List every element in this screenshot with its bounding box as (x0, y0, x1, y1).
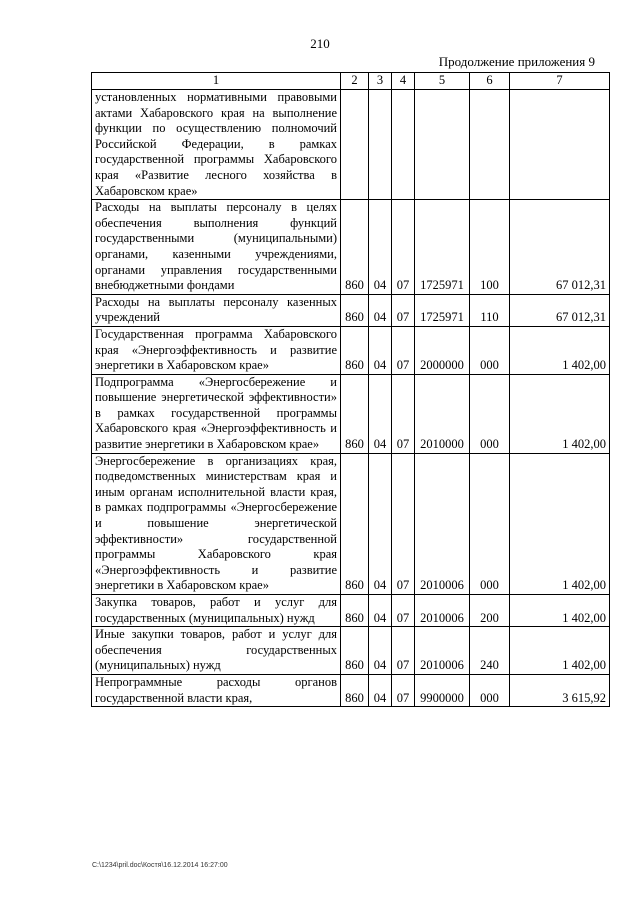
ministry-code: 860 (341, 453, 369, 594)
amount: 1 402,00 (510, 374, 610, 453)
table-row (92, 374, 610, 453)
target-article-code: 2010006 (415, 595, 470, 627)
column-header: 5 (415, 73, 470, 90)
expense-type-code: 000 (470, 374, 510, 453)
target-article-code (415, 90, 470, 200)
table-row (92, 326, 610, 374)
section-code: 04 (369, 674, 392, 706)
section-code: 04 (369, 326, 392, 374)
amount: 1 402,00 (510, 627, 610, 675)
table-row (92, 90, 610, 200)
table-row (92, 627, 610, 675)
subsection-code: 07 (392, 200, 415, 295)
expense-type-code: 000 (470, 326, 510, 374)
expense-type-code: 000 (470, 453, 510, 594)
row-description: Иные закупки товаров, работ и услуг для обеспечения государственных (муниципальных) нужд (92, 627, 341, 675)
budget-table (91, 72, 610, 707)
row-description: Непрограммные расходы органов государственной власти края, (92, 674, 341, 706)
expense-type-code: 110 (470, 294, 510, 326)
column-header: 3 (369, 73, 392, 90)
amount: 67 012,31 (510, 200, 610, 295)
ministry-code: 860 (341, 595, 369, 627)
expense-type-code: 200 (470, 595, 510, 627)
row-description: Расходы на выплаты персоналу в целях обеспечения выполнения функций государственными (муниципальными) органами, казенными учреждениями, органами управления государственными внебюджетными фондами (92, 200, 341, 295)
column-header: 2 (341, 73, 369, 90)
subsection-code: 07 (392, 674, 415, 706)
row-description: Закупка товаров, работ и услуг для государственных (муниципальных) нужд (92, 595, 341, 627)
ministry-code: 860 (341, 627, 369, 675)
target-article-code: 2000000 (415, 326, 470, 374)
column-header: 4 (392, 73, 415, 90)
subsection-code: 07 (392, 326, 415, 374)
file-path-footer: C:\1234\pril.doc\Костя\16.12.2014 16:27:00 (92, 862, 228, 869)
row-description: Подпрограмма «Энергосбережение и повышение энергетической эффективности» в рамках государственной программы Хабаровского края «Энергоэффективность и развитие энергетики в Хабаровском крае» (92, 374, 341, 453)
amount: 3 615,92 (510, 674, 610, 706)
subsection-code: 07 (392, 595, 415, 627)
table-row (92, 200, 610, 295)
column-header: 7 (510, 73, 610, 90)
row-description: Государственная программа Хабаровского края «Энергоэффективность и развитие энергетики в Хабаровском крае» (92, 326, 341, 374)
subsection-code: 07 (392, 627, 415, 675)
column-header: 6 (470, 73, 510, 90)
ministry-code: 860 (341, 294, 369, 326)
expense-type-code: 000 (470, 674, 510, 706)
ministry-code: 860 (341, 326, 369, 374)
target-article-code: 2010000 (415, 374, 470, 453)
amount: 1 402,00 (510, 595, 610, 627)
section-code (369, 90, 392, 200)
ministry-code: 860 (341, 674, 369, 706)
amount: 1 402,00 (510, 326, 610, 374)
expense-type-code (470, 90, 510, 200)
ministry-code: 860 (341, 200, 369, 295)
column-header-row (92, 73, 610, 90)
target-article-code: 1725971 (415, 200, 470, 295)
section-code: 04 (369, 627, 392, 675)
section-code: 04 (369, 374, 392, 453)
table-row (92, 294, 610, 326)
row-description: установленных нормативными правовыми актами Хабаровского края на выполнение функции по осуществлению полномочий Российской Федерации, в рамках государственной программы Хабаровского края «Развитие лесного хозяйства в Хабаровском крае» (92, 90, 341, 200)
subsection-code: 07 (392, 374, 415, 453)
target-article-code: 1725971 (415, 294, 470, 326)
column-header: 1 (92, 73, 341, 90)
table-row (92, 595, 610, 627)
target-article-code: 2010006 (415, 627, 470, 675)
amount: 1 402,00 (510, 453, 610, 594)
ministry-code (341, 90, 369, 200)
section-code: 04 (369, 294, 392, 326)
continuation-label: Продолжение приложения 9 (438, 54, 595, 69)
subsection-code: 07 (392, 294, 415, 326)
page-number: 210 (310, 36, 330, 51)
section-code: 04 (369, 200, 392, 295)
section-code: 04 (369, 595, 392, 627)
ministry-code: 860 (341, 374, 369, 453)
table-row (92, 453, 610, 594)
subsection-code (392, 90, 415, 200)
row-description: Расходы на выплаты персоналу казенных учреждений (92, 294, 341, 326)
section-code: 04 (369, 453, 392, 594)
amount: 67 012,31 (510, 294, 610, 326)
table-row (92, 674, 610, 706)
expense-type-code: 240 (470, 627, 510, 675)
amount (510, 90, 610, 200)
target-article-code: 2010006 (415, 453, 470, 594)
row-description: Энергосбережение в организациях края, подведомственных министерствам края и иным органам исполнительной власти края, в рамках подпрограммы «Энергосбережение и повышение энергетической эффективности» государственной программы Хабаровского края «Энергоэффективность и развитие энергетики в Хабаровском крае» (92, 453, 341, 594)
target-article-code: 9900000 (415, 674, 470, 706)
expense-type-code: 100 (470, 200, 510, 295)
subsection-code: 07 (392, 453, 415, 594)
